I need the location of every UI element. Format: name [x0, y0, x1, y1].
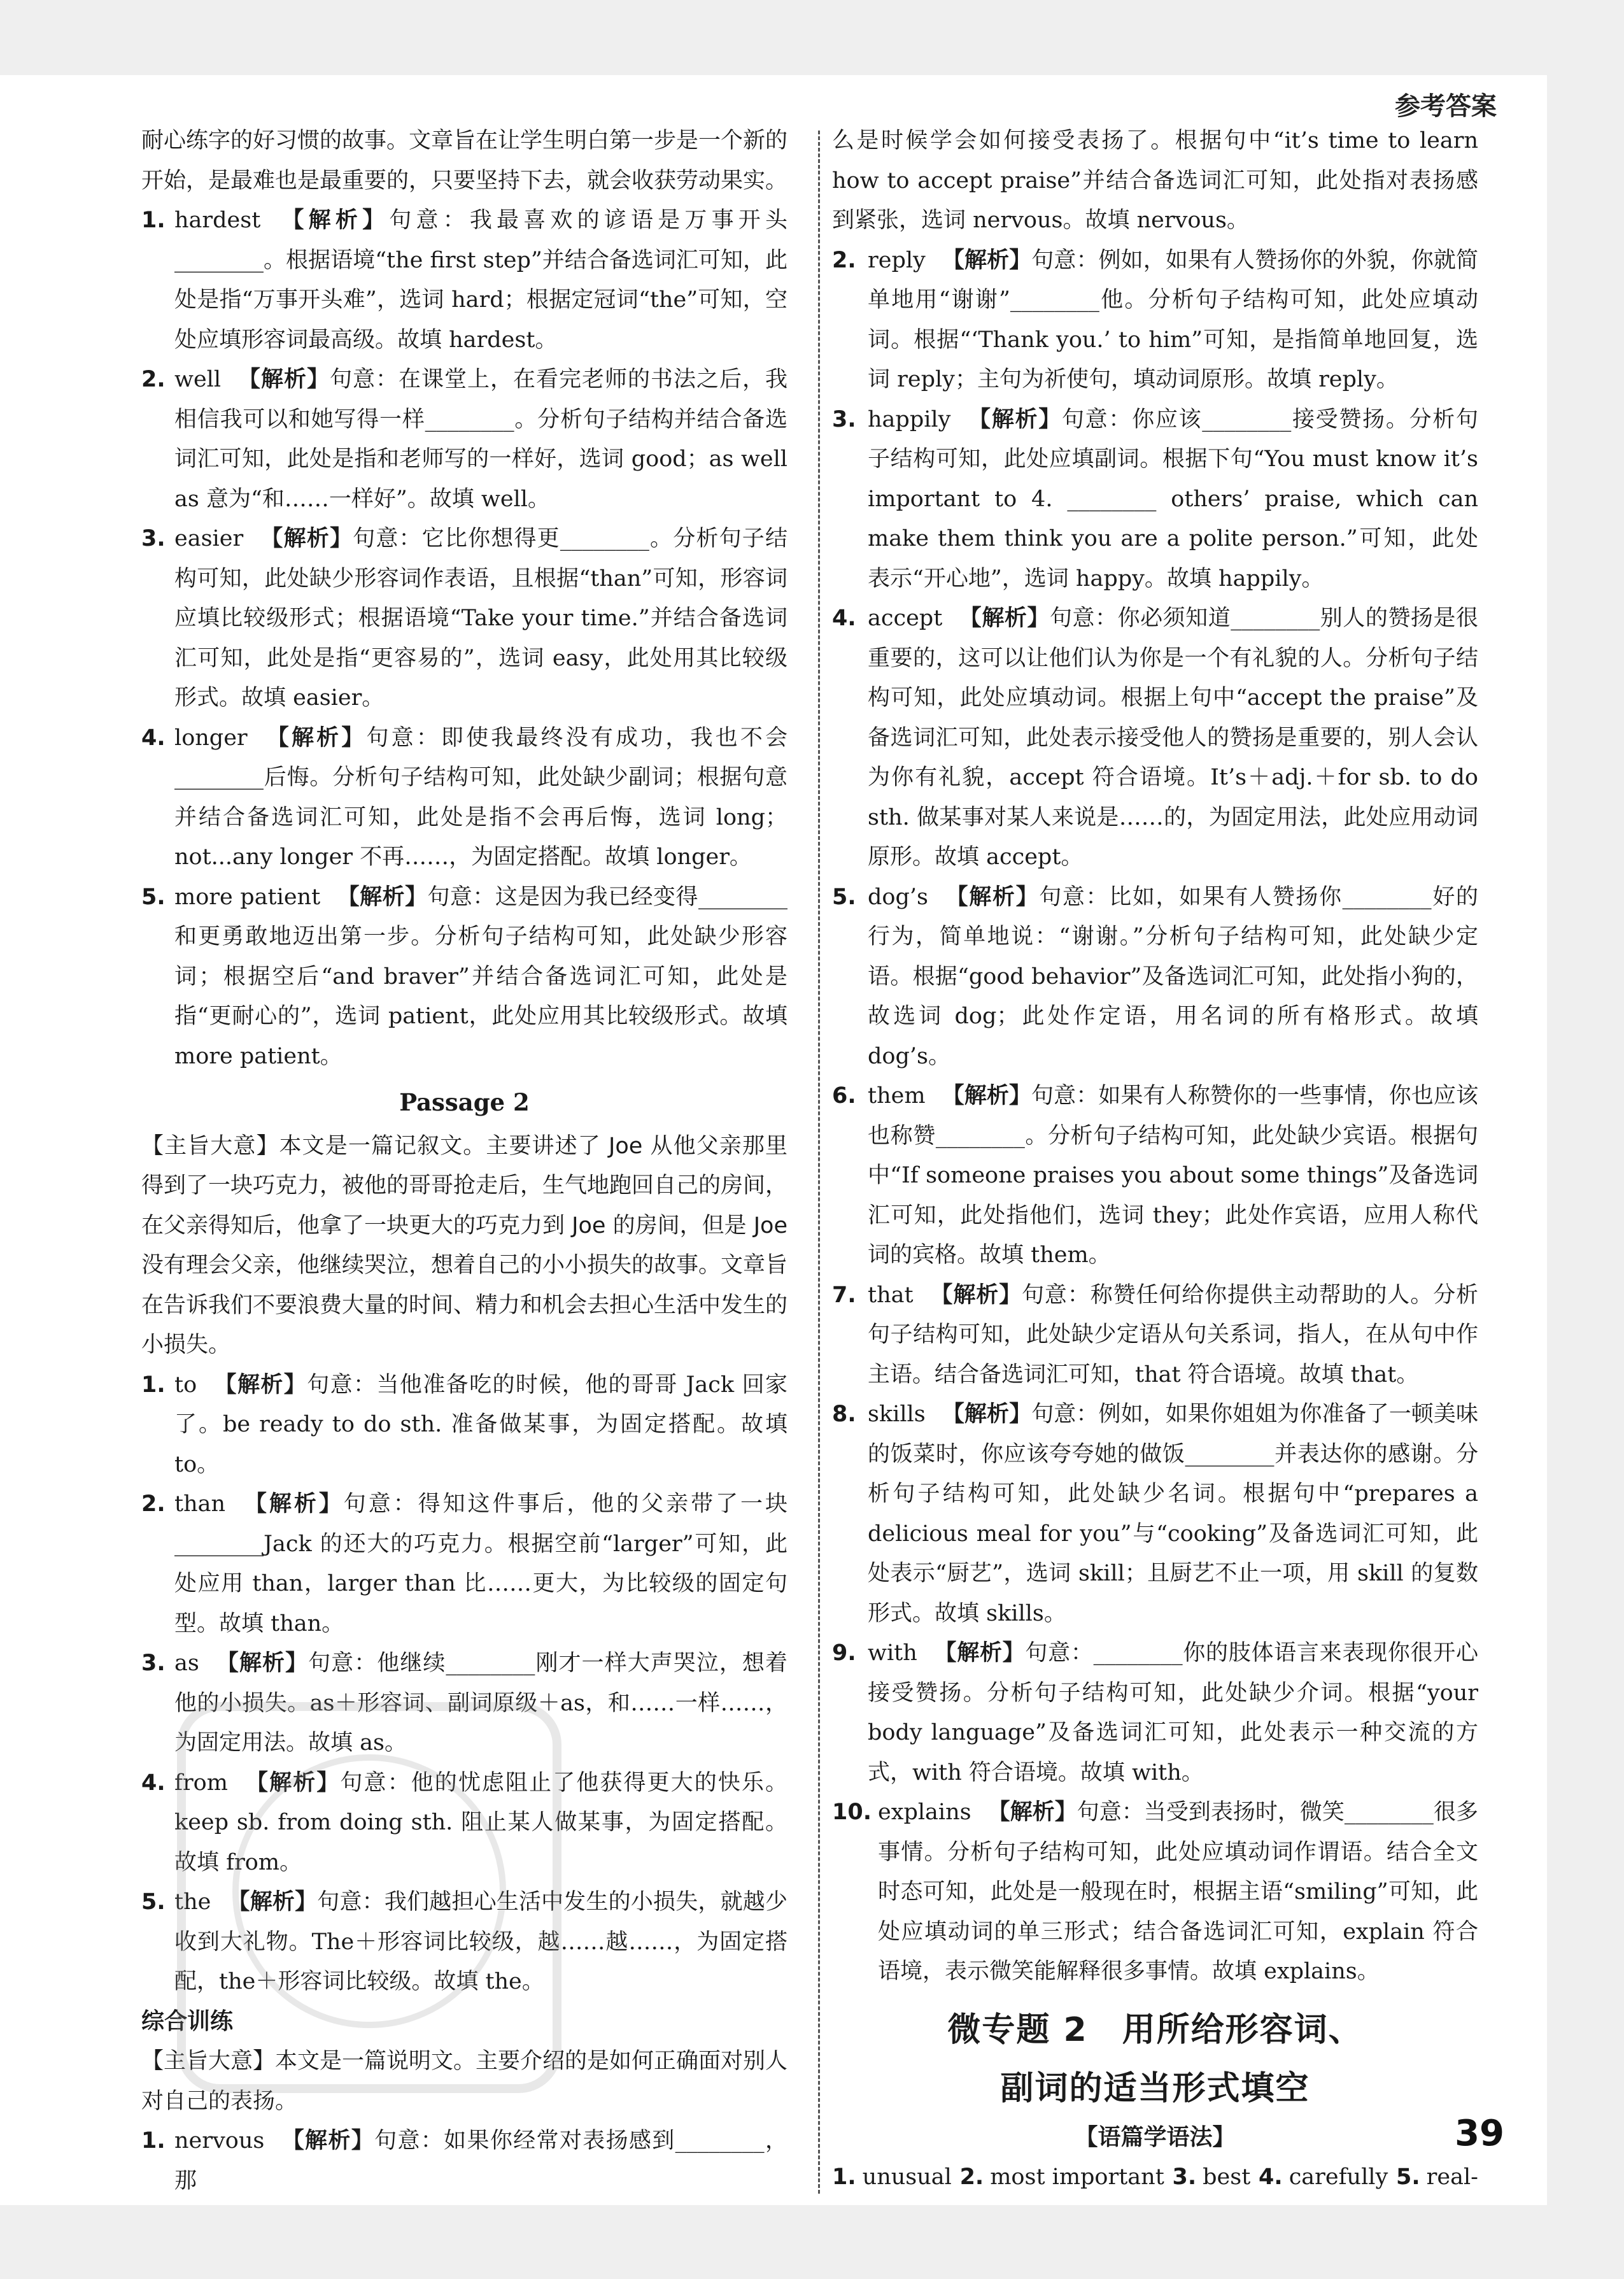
item-label: 【解析】 — [967, 406, 1062, 432]
comprehensive-item — [832, 599, 1478, 877]
answer-text: real- — [1426, 2164, 1478, 2190]
comprehensive-item — [832, 1275, 1478, 1395]
item-answer: them — [868, 1083, 926, 1109]
item-explanation: 句意：它比你想得更________。分析句子结构可知，此处缺少形容词作表语，且根据“than”可知，形容词应填比较级形式；根据语境“Take your time.”并结合备选词汇可知，此处是指“更容易的”，选词 easy，此处用其比较级形式。故填 easier。 — [174, 526, 787, 711]
column-divider — [818, 131, 820, 2194]
item-answer: happily — [868, 406, 951, 432]
item-answer: that — [868, 1282, 914, 1308]
comprehensive-item — [832, 400, 1478, 599]
item-answer: reply — [868, 247, 926, 273]
passage-2-item — [141, 1763, 787, 1883]
item-label: 【解析】 — [942, 1402, 1032, 1427]
answer-text: most important — [990, 2164, 1164, 2190]
passage-2-item — [141, 1365, 787, 1485]
item-label: 【解析】 — [277, 208, 390, 233]
item-number: 4. — [832, 606, 856, 631]
comprehensive-item — [832, 1395, 1478, 1633]
item-answer: than — [174, 1491, 226, 1517]
item-number: 1. — [141, 2128, 166, 2154]
item-label: 【解析】 — [213, 1372, 307, 1398]
answer-text: carefully — [1289, 2164, 1388, 2190]
item-explanation: 句意：他继续________刚才一样大声哭泣，想着他的小损失。as＋形容词、副词原级＋as，和……一样……，为固定用法。故填 as。 — [174, 1651, 787, 1756]
comprehensive-heading: 综合训练 — [141, 2008, 234, 2034]
item-label: 【解析】 — [942, 247, 1032, 273]
intro-paragraph: 耐心练字的好习惯的故事。文章旨在让学生明白第一步是一个新的开始，是最难也是最重要的，只要坚持下去，就会收获劳动果实。 — [141, 128, 788, 194]
item-answer: more patient — [174, 884, 321, 910]
item-label: 【解析】 — [260, 526, 353, 551]
answer-entry — [1396, 2157, 1478, 2197]
item-answer: longer — [174, 725, 248, 751]
passage-1-item — [141, 360, 787, 519]
item-explanation: 句意：比如，如果有人赞扬你________好的行为，简单地说：“谢谢。”分析句子结构可知，此处缺少定语。根据“good behavior”及备选词汇可知，此处指小狗的，故选词 dog；此处作定语，用名词的所有格形式。故填 dog’s。 — [868, 884, 1478, 1069]
answer-number: 1. — [832, 2164, 856, 2190]
answer-text: unusual — [862, 2164, 952, 2190]
item-explanation: 句意：你必须知道________别人的赞扬是很重要的，这可以让他们认为你是一个有礼貌的人。分析句子结构可知，此处应填动词。根据上句中“accept the praise”及备选词汇可知，此处表示接受他人的赞扬是重要的，别人会认为你有礼貌，accept 符合语境。It’s＋adj.＋for sb. to do sth. 做某事对某人来说是……的，为固定用法，此处应用动词原形。故填 accept。 — [868, 606, 1478, 870]
item-number: 3. — [832, 406, 856, 432]
answer-text: best — [1203, 2164, 1251, 2190]
item-number: 2. — [832, 247, 856, 273]
passage-2-heading: Passage 2 — [399, 1088, 530, 1116]
item-label: 【解析】 — [929, 1282, 1022, 1308]
item-answer: hardest — [174, 208, 261, 233]
passage-2-item — [141, 1484, 787, 1644]
item-number: 8. — [832, 1402, 856, 1427]
passage-2-item — [141, 1882, 787, 2002]
item-label: 【解析】 — [942, 1083, 1032, 1109]
page-header-title: 参考答案 — [1395, 92, 1497, 121]
item-answer: the — [174, 1889, 211, 1915]
item-label: 【解析】 — [933, 1640, 1026, 1666]
comprehensive-item — [832, 1076, 1478, 1275]
item-explanation: 句意：这是因为我已经变得________和更勇敢地迈出第一步。分析句子结构可知，此处缺少形容词；根据空后“and braver”并结合备选词汇可知，此处是指“更耐心的”，选词 patient，此处应用其比较级形式。故填 more patient。 — [174, 884, 787, 1069]
item-explanation: 句意：如果你经常对表扬感到________，那 — [174, 2128, 787, 2194]
item-explanation: 句意：________你的肢体语言来表现你很开心接受赞扬。分析句子结构可知，此处缺少介词。根据“your body language”及备选词汇可知，此处表示一种交流的方式，with 符合语境。故填 with。 — [868, 1640, 1478, 1786]
item-number: 2. — [141, 367, 166, 392]
item-label: 【解析】 — [264, 725, 367, 751]
passage-2-gist: 【主旨大意】本文是一篇记叙文。主要讲述了 Joe 从他父亲那里得到了一块巧克力，被他的哥哥抢走后，生气地跑回自己的房间，在父亲得知后，他拿了一块更大的巧克力到 Joe 的房间，但是 Joe 没有理会父亲，他继续哭泣，想着自己的小小损失的故事。文章旨在告诉我们不要浪费大量的时间、精力和机会去担心生活中发生的小损失。 — [141, 1133, 788, 1358]
right-column — [832, 121, 1478, 2197]
item-label: 【解析】 — [987, 1800, 1077, 1825]
item-explanation: 句意：我们越担心生活中发生的小损失，就越少收到大礼物。The＋形容词比较级，越……越……，为固定搭配，the＋形容词比较级。故填 the。 — [174, 1889, 787, 1994]
answers-row — [832, 2157, 1478, 2197]
item-number: 2. — [141, 1491, 166, 1517]
item-number: 3. — [141, 1651, 166, 1676]
item-explanation: 句意：如果有人称赞你的一些事情，你也应该也称赞________。分析句子结构可知，此处缺少宾语。根据句中“If someone praises you about some things”及备选词汇可知，此处指他们，选词 they；此处作宾语，应用人称代词的宾格。故填 them。 — [868, 1083, 1478, 1268]
item-label: 【解析】 — [227, 1889, 318, 1915]
item-number: 3. — [141, 526, 166, 551]
answer-entry — [1259, 2157, 1388, 2197]
item-answer: from — [174, 1770, 228, 1796]
item-number: 5. — [141, 884, 166, 910]
answer-entry — [960, 2157, 1164, 2197]
item-answer: skills — [868, 1402, 926, 1427]
item-answer: dog’s — [868, 884, 928, 910]
passage-1-item — [141, 877, 787, 1077]
topic-tag: 【语篇学语法】 — [1075, 2124, 1236, 2150]
comprehensive-item — [832, 241, 1478, 400]
item-answer: easier — [174, 526, 244, 551]
answer-number: 4. — [1259, 2164, 1283, 2190]
topic-title-line-2: 副词的适当形式填空 — [1000, 2069, 1310, 2108]
item-explanation: 句意：当受到表扬时，微笑________很多事情。分析句子结构可知，此处应填动词作谓语。结合全文时态可知，此处是一般现在时，根据主语“smiling”可知，此处应填动词的单三形式；结合备选词汇可知，explain 符合语境，表示微笑能解释很多事情。故填 explains。 — [878, 1800, 1478, 1984]
item-label: 【解析】 — [944, 884, 1040, 910]
item-number: 1. — [141, 208, 166, 233]
item-explanation: 句意：称赞任何给你提供主动帮助的人。分析句子结构可知，此处缺少定语从句关系词，指人，在从句中作主语。结合备选词汇可知，that 符合语境。故填 that。 — [868, 1282, 1478, 1388]
passage-1-item — [141, 201, 787, 360]
item-explanation: 句意：例如，如果你姐姐为你准备了一顿美味的饭菜时，你应该夸夸她的做饭________并表达你的感谢。分析句子结构可知，此处缺少名词。根据句中“prepares a delicious meal for you”与“cooking”及备选词汇可知，此处表示“厨艺”，选词 skill；且厨艺不止一项，用 skill 的复数形式。故填 skills。 — [868, 1402, 1478, 1626]
item-explanation: 句意：例如，如果有人赞扬你的外貌，你就简单地用“谢谢”________他。分析句子结构可知，此处应填动词。根据“‘Thank you.’ to him”可知，是指简单地回复，选词 reply；主句为祈使句，填动词原形。故填 reply。 — [868, 247, 1478, 392]
item-number: 4. — [141, 1770, 166, 1796]
item-explanation: 句意：即使我最终没有成功，我也不会________后悔。分析句子结构可知，此处缺少副词；根据句意并结合备选词汇可知，此处是指不会再后悔，选词 long；not...any longer 不再……，为固定搭配。故填 longer。 — [174, 725, 787, 870]
item-explanation: 句意：你应该________接受赞扬。分析句子结构可知，此处应填副词。根据下句“You must know it’s important to 4. ________ others’ praise, which can make them think you are a polite person.”可知，此处表示“开心地”，选词 happy。故填 happily。 — [868, 406, 1478, 592]
item-explanation: 句意：在课堂上，在看完老师的书法之后，我相信我可以和她写得一样________。分析句子结构并结合备选词汇可知，此处是指和老师写的一样好，选词 good；as well as 意为“和……一样好”。故填 well。 — [174, 367, 787, 512]
item-number: 6. — [832, 1083, 856, 1109]
item-number: 9. — [832, 1640, 856, 1666]
comprehensive-item — [832, 1793, 1478, 1992]
comprehensive-item-1 — [141, 2121, 787, 2201]
answer-entry — [1173, 2157, 1251, 2197]
item-label: 【解析】 — [215, 1651, 309, 1676]
comprehensive-item — [832, 1633, 1478, 1793]
item-answer: explains — [878, 1800, 971, 1825]
item-number: 10. — [832, 1800, 872, 1825]
item-label: 【解析】 — [281, 2128, 375, 2154]
answer-entry — [832, 2157, 952, 2197]
item-answer: nervous — [174, 2128, 265, 2154]
item-answer: to — [174, 1372, 197, 1398]
item-number: 4. — [141, 725, 166, 751]
comprehensive-item — [832, 877, 1478, 1077]
left-column — [141, 121, 787, 2201]
answer-number: 5. — [1395, 2164, 1420, 2190]
passage-2-item — [141, 1644, 787, 1763]
item-number: 7. — [832, 1282, 856, 1308]
item-label: 【解析】 — [244, 1770, 341, 1796]
answer-number: 3. — [1172, 2164, 1197, 2190]
item-explanation: 句意：得知这件事后，他的父亲带了一块________Jack 的还大的巧克力。根据空前“larger”可知，此处应用 than，larger than 比……更大，为比较级的固定句型。故填 than。 — [174, 1491, 787, 1636]
item-number: 5. — [141, 1889, 166, 1915]
item-label: 【解析】 — [242, 1491, 344, 1517]
topic-title-line-1: 微专题 2 用所给形容词、 — [947, 2010, 1363, 2049]
item-explanation: 句意：我最喜欢的谚语是万事开头________。根据语境“the first step”并结合备选词汇可知，此处是指“万事开头难”，选词 hard；根据定冠词“the”可知，空处应填形容词最高级。故填 hardest。 — [174, 208, 787, 353]
passage-1-item — [141, 519, 787, 718]
item-label: 【解析】 — [959, 606, 1050, 631]
item-answer: with — [868, 1640, 917, 1666]
page-number: 39 — [1455, 2113, 1504, 2154]
item-number: 1. — [141, 1372, 166, 1398]
item-label: 【解析】 — [237, 367, 330, 392]
continuation-paragraph: 么是时候学会如何接受表扬了。根据句中“it’s time to learn how to accept praise”并结合备选词汇可知，此处指对表扬感到紧张，选词 nervous。故填 nervous。 — [832, 128, 1478, 233]
item-answer: as — [174, 1651, 199, 1676]
item-explanation: 句意：当他准备吃的时候，他的哥哥 Jack 回家了。be ready to do sth. 准备做某事，为固定搭配。故填 to。 — [174, 1372, 787, 1477]
passage-1-item — [141, 718, 787, 877]
item-label: 【解析】 — [337, 884, 428, 910]
answer-number: 2. — [959, 2164, 984, 2190]
item-number: 5. — [832, 884, 856, 910]
item-answer: accept — [868, 606, 943, 631]
comprehensive-gist: 【主旨大意】本文是一篇说明文。主要介绍的是如何正确面对别人对自己的表扬。 — [141, 2048, 788, 2114]
item-answer: well — [174, 367, 222, 392]
item-explanation: 句意：他的忧虑阻止了他获得更大的快乐。keep sb. from doing sth. 阻止某人做某事，为固定搭配。故填 from。 — [174, 1770, 787, 1875]
